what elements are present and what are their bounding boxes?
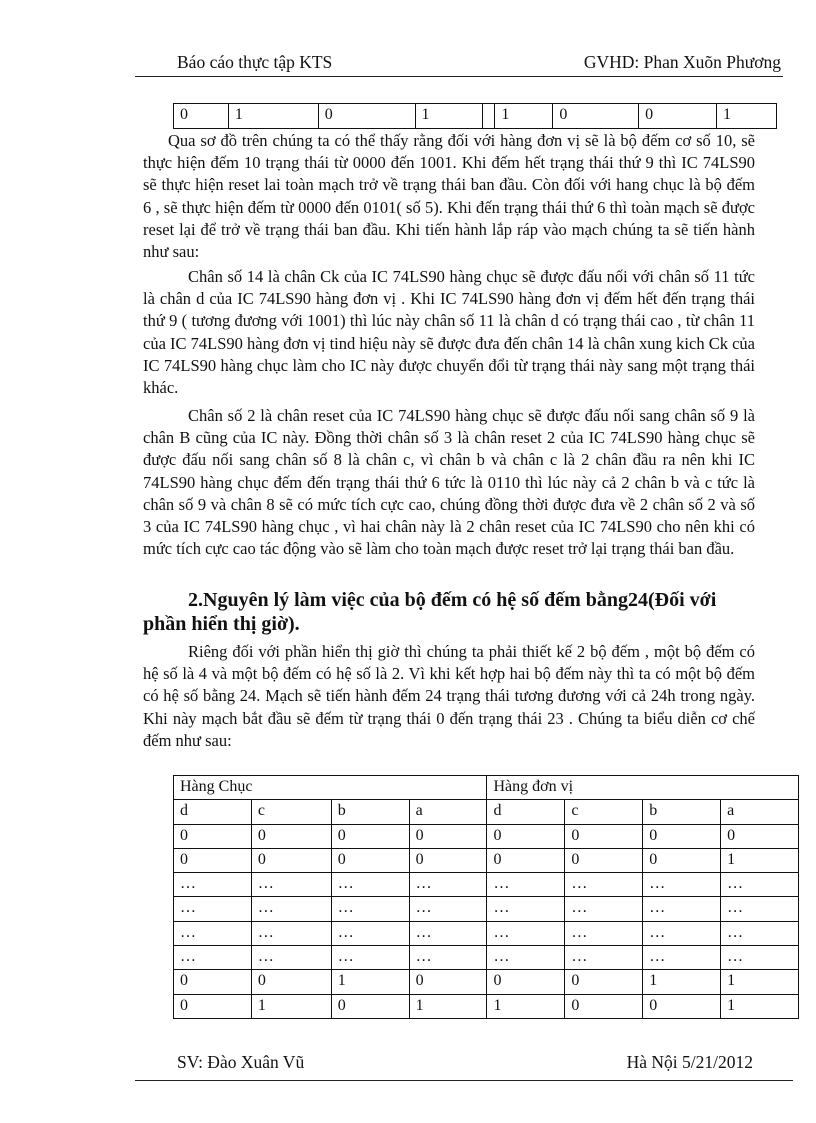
table-cell: 1: [717, 104, 777, 129]
table-cell: 0: [409, 970, 487, 994]
table-cell: 1: [495, 104, 553, 129]
count-table-body: [174, 824, 799, 1018]
table-row: [174, 824, 799, 848]
table-cell: …: [721, 946, 799, 970]
table-cell: [483, 104, 495, 129]
table-cell: 0: [331, 824, 409, 848]
table-cell: …: [565, 921, 643, 945]
table-cell: …: [409, 873, 487, 897]
table-cell: …: [565, 897, 643, 921]
table-cell: …: [251, 897, 331, 921]
table-cell: …: [565, 873, 643, 897]
table-cell: 0: [643, 848, 721, 872]
table-cell: …: [487, 921, 565, 945]
column-header: c: [565, 800, 643, 824]
table-cell: …: [331, 921, 409, 945]
table-cell: 0: [565, 970, 643, 994]
paragraph: Chân số 2 là chân reset của IC 74LS90 hàng chục sẽ được đấu nối sang chân số 9 là chân B cũng của IC này. Đồng thời chân số 3 là chân reset 2 của IC 74LS90 hàng chục sẽ được đấu nối sang chân số 8 là chân c, vì chân b và chân c là 2 chân đầu ra nên khi IC 74LS90 hàng chục đếm đến trạng thái thứ 6 tức là 0110 thì lúc này cả 2 chân b và c tức là chân số 9 và chân 8 sẽ có mức tích cực cao, chúng đồng thời được đưa về 2 chân số 2 và số 3 của IC 74LS90 hàng chục , vì hai chân này là 2 chân reset của IC 74LS90 cho nên khi có mức tích cực cao tác động vào sẽ làm cho toàn mạch được reset trở lại trạng thái ban đầu.: [143, 406, 755, 559]
table-cell: …: [174, 897, 252, 921]
table-cell: 0: [487, 970, 565, 994]
table-cell: 0: [487, 848, 565, 872]
group-header-row: [174, 776, 799, 800]
table-cell: 1: [643, 970, 721, 994]
table-cell: 1: [721, 970, 799, 994]
table-cell: 1: [487, 994, 565, 1018]
body-text-2: [143, 266, 755, 399]
table-cell: 0: [331, 994, 409, 1018]
table-cell: 1: [331, 970, 409, 994]
table-cell: 1: [409, 994, 487, 1018]
table-cell: 1: [228, 104, 318, 129]
column-header-row: [174, 800, 799, 824]
column-header: d: [174, 800, 252, 824]
paragraph: Qua sơ đồ trên chúng ta có thể thấy rằng đối với hàng đơn vị sẽ là bộ đếm cơ số 10, sẽ thực hiện đếm 10 trạng thái từ 0000 đến 1001. Khi đếm hết trạng thái thứ 9 thì IC 74LS90 sẽ thực hiện reset lai toàn mạch trở về trạng thái ban đầu. Còn đối với hang chục là bộ đếm 6 , sẽ thực hiện đếm từ 0000 đến 0101( số 5). Khi đến trạng thái thứ 6 thì toàn mạch sẽ được reset lại để trở về trạng thái ban đầu. Khi tiến hành lắp ráp vào mạch chúng ta sẽ tiến hành như sau:: [143, 131, 755, 262]
table-row: [174, 921, 799, 945]
table-cell: …: [643, 921, 721, 945]
table-cell: 0: [251, 824, 331, 848]
table-cell: 0: [331, 848, 409, 872]
table-cell: 0: [643, 994, 721, 1018]
table-cell: …: [721, 897, 799, 921]
count-state-table: [173, 775, 799, 1019]
table-cell: …: [643, 946, 721, 970]
table-cell: …: [251, 873, 331, 897]
page-header: [135, 52, 783, 77]
table-cell: …: [409, 946, 487, 970]
group-header-tens: Hàng Chục: [174, 776, 487, 800]
table-cell: 0: [318, 104, 415, 129]
table-row: [174, 946, 799, 970]
table-cell: 0: [721, 824, 799, 848]
table-cell: 0: [251, 848, 331, 872]
table-cell: 1: [415, 104, 483, 129]
header-supervisor: GVHD: Phan Xuõn Phương: [583, 52, 781, 72]
table-cell: …: [721, 873, 799, 897]
column-header: c: [251, 800, 331, 824]
table-row: [174, 104, 777, 129]
table-row: [174, 994, 799, 1018]
table-cell: …: [251, 921, 331, 945]
table-cell: …: [174, 946, 252, 970]
table-cell: 0: [174, 848, 252, 872]
table-cell: 0: [409, 824, 487, 848]
table-cell: 0: [565, 824, 643, 848]
page-footer: [135, 1052, 793, 1081]
footer-student: SV: Đào Xuân Vũ: [177, 1052, 305, 1072]
header-title: Báo cáo thực tập KTS: [177, 52, 333, 72]
paragraph: Riêng đối với phần hiển thị giờ thì chúng ta phải thiết kế 2 bộ đếm , một bộ đếm có hệ số là 4 và một bộ đếm có hệ số là 2. Vì khi kết hợp hai bộ đếm này thì ta có một bộ đếm có hệ số bằng 24. Mạch sẽ tiến hành đếm 24 trạng thái tương đương với cả 24h trong ngày. Khi này mạch bắt đầu sẽ đếm từ trạng thái 0 đến trạng thái 23 . Chúng ta biểu diễn cơ chế đếm như sau:: [143, 642, 755, 750]
table-row: [174, 848, 799, 872]
table-cell: 0: [643, 824, 721, 848]
table-cell: …: [409, 897, 487, 921]
table-row: [174, 970, 799, 994]
table-cell: 1: [251, 994, 331, 1018]
table-cell: …: [174, 921, 252, 945]
table-cell: 0: [409, 848, 487, 872]
table-row: [174, 897, 799, 921]
table-cell: …: [643, 873, 721, 897]
binary-state-table: [173, 103, 777, 129]
table-cell: …: [174, 873, 252, 897]
table-cell: …: [565, 946, 643, 970]
table-cell: …: [487, 873, 565, 897]
column-header: a: [409, 800, 487, 824]
table-cell: 1: [721, 848, 799, 872]
table-cell: …: [331, 897, 409, 921]
table-cell: …: [331, 873, 409, 897]
table-cell: …: [721, 921, 799, 945]
column-header: b: [643, 800, 721, 824]
table-cell: …: [409, 921, 487, 945]
table-cell: …: [487, 897, 565, 921]
body-text-3: [143, 405, 755, 560]
table-cell: 0: [174, 104, 229, 129]
table-cell: 0: [174, 970, 252, 994]
table-cell: 1: [721, 994, 799, 1018]
body-text-4: [143, 641, 755, 752]
table-cell: …: [251, 946, 331, 970]
footer-place-date: Hà Nội 5/21/2012: [626, 1052, 753, 1072]
table-cell: 0: [487, 824, 565, 848]
table-cell: 0: [174, 994, 252, 1018]
body-text-1: [143, 130, 755, 263]
group-header-units: Hàng đơn vị: [487, 776, 799, 800]
table-cell: 0: [251, 970, 331, 994]
column-header: a: [721, 800, 799, 824]
table-cell: 0: [174, 824, 252, 848]
table-cell: …: [643, 897, 721, 921]
column-header: d: [487, 800, 565, 824]
table-cell: 0: [639, 104, 717, 129]
table-cell: 0: [553, 104, 639, 129]
table-row: [174, 873, 799, 897]
table-cell: …: [487, 946, 565, 970]
table-cell: 0: [565, 848, 643, 872]
table-cell: …: [331, 946, 409, 970]
column-header: b: [331, 800, 409, 824]
paragraph: Chân số 14 là chân Ck của IC 74LS90 hàng chục sẽ được đấu nối với chân số 11 tức là chân d của IC 74LS90 hàng đơn vị . Khi IC 74LS90 hàng đơn vị đếm hết đến trạng thái thứ 9 ( tương đương với 1001) thì lúc này chân số 11 là chân d có trạng thái cao , từ chân 11 của IC 74LS90 hàng đơn vị tind hiệu này sẽ được đưa đến chân 14 là chân xung kich Ck của IC 74LS90 hàng chục làm cho IC này được chuyển đổi từ trạng thái này sang một trạng thái khác.: [143, 267, 755, 398]
section-heading: 2.Nguyên lý làm việc của bộ đếm có hệ số đếm bằng24(Đối với phần hiển thị giờ).: [143, 589, 717, 635]
table-cell: 0: [565, 994, 643, 1018]
